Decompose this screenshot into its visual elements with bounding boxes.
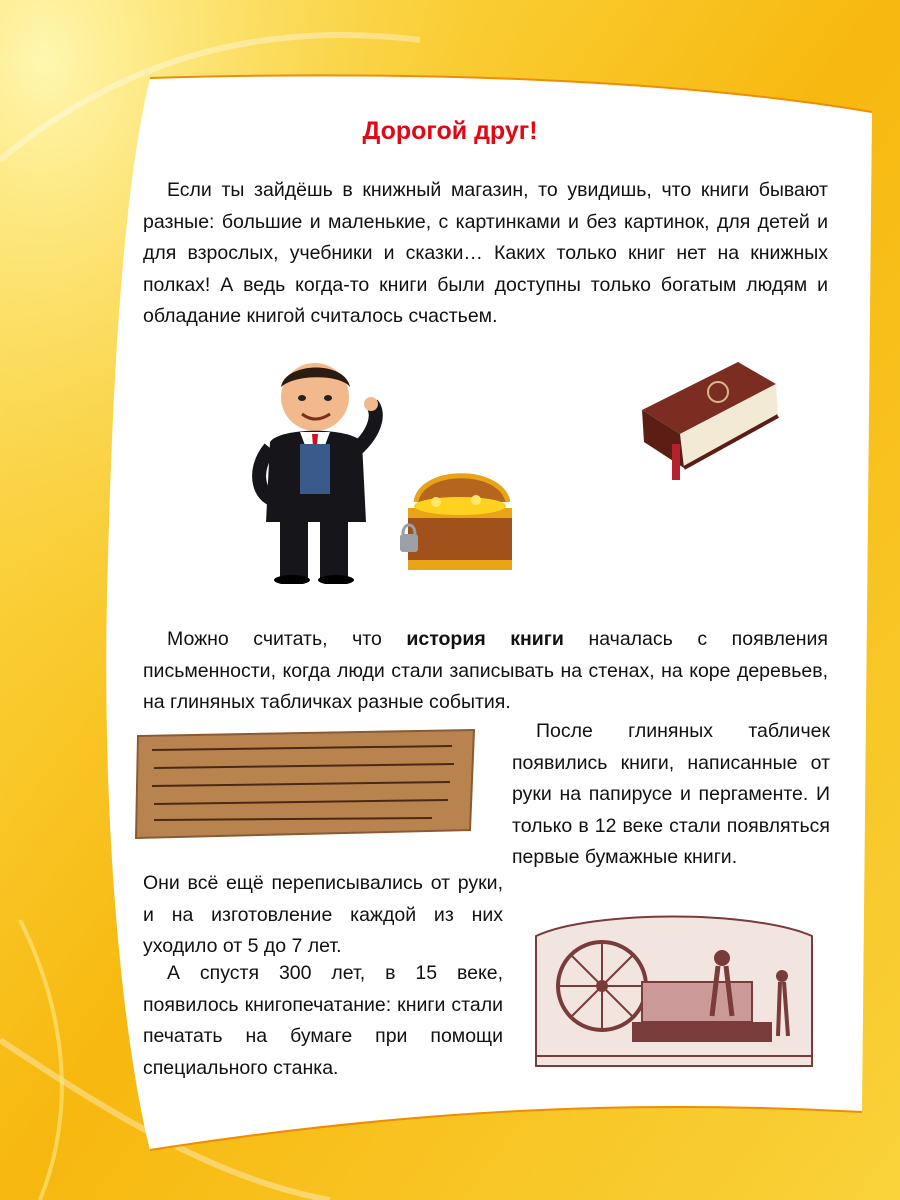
after-tablets-paragraph: После глиняных табличек появились книги, написанные от руки на папирусе и пергаменте. И только в 12 веке стали появляться первые бумажные книги. [512,720,830,868]
page-title: Дорогой друг! [362,117,538,145]
birch-bark-illustration [132,726,480,842]
old-book-illustration [628,352,788,484]
history-paragraph [143,624,828,719]
printing-paragraph: А спустя 300 лет, в 15 веке, появилось книгопечатание: книги стали печатать на бумаге при помощи специального станка. [143,962,503,1079]
intro-paragraph: Если ты зайдёшь в книжный магазин, то увидишь, что книги бывают разные: большие и маленькие, с картинками и без картинок, для детей и для взрослых, учебники и сказки… Каких только книг нет на книжных полках! А ведь когда-то книги были доступны только богатым людям и обладание книгой считалось счастьем. [143,179,828,327]
treasure-chest-illustration [396,462,526,580]
copied-by-hand-paragraph: Они всё ещё переписывались от руки, и на изготовление каждой из них уходило от 5 до 7 лет. [143,872,503,957]
businessman-illustration [240,352,390,584]
history-bold-term: история книги [406,628,564,650]
history-text-end: началась с появления письменности, когда люди стали записывать на стенах, на коре деревьев, на глиняных табличках разные события. [143,628,828,713]
history-text-start: Можно считать, что [167,628,407,650]
printing-press-illustration [532,906,816,1070]
